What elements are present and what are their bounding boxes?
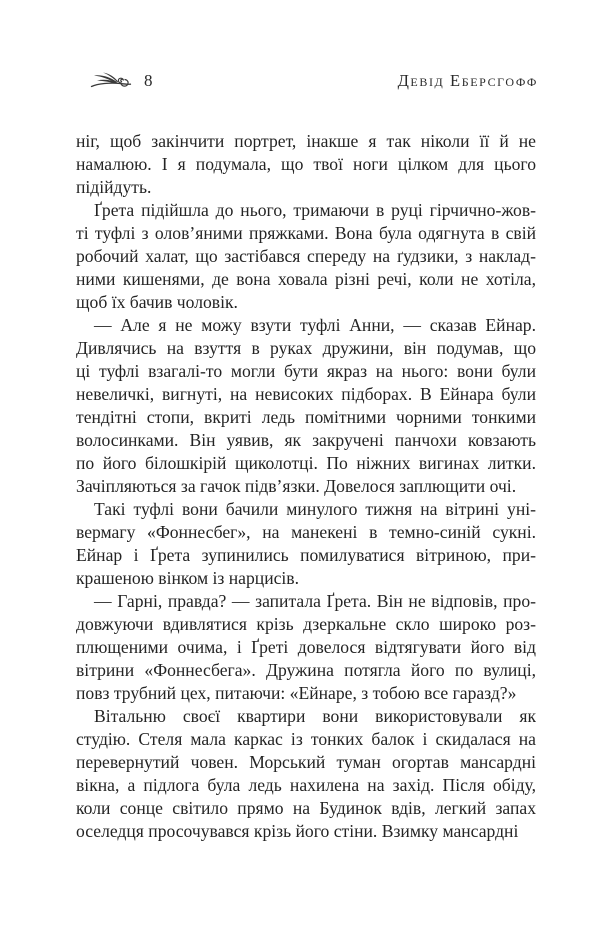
- text-line: ними кишенями, де вона ховала різні речі, коли не хотіла,: [76, 269, 536, 289]
- text-line: волосинками. Він уявив, як закручені панчохи ковзають: [76, 430, 536, 450]
- paragraph: [76, 498, 536, 590]
- text-line: Ейнар і Ґрета зупинились помилуватися вітриною, при-: [76, 545, 536, 565]
- body-text-block: [76, 130, 536, 843]
- text-line: щоб їх бачив чоловік.: [76, 292, 238, 312]
- running-author: Девід Еберсгофф: [397, 71, 538, 90]
- text-line: довжуючи вдивлятися крізь дзеркальне скло широко роз-: [76, 614, 536, 634]
- leaf-flourish-icon: [90, 71, 132, 91]
- text-line: вікна, а підлога була ледь нахилена на захід. Після обіду,: [76, 775, 536, 795]
- paragraph: [76, 590, 536, 705]
- text-line: перевернутий човен. Морський туман огортав мансардні: [76, 752, 536, 772]
- text-line: Ґрета підійшла до нього, тримаючи в руці гірчично-жов-: [94, 200, 536, 220]
- text-line: ці туфлі взагалі-то могли бути якраз на нього: вони були: [76, 361, 536, 381]
- header-left-group: [76, 71, 153, 91]
- text-line: — Але я не можу взути туфлі Анни, — сказав Ейнар.: [94, 315, 536, 335]
- paragraph: [76, 705, 536, 843]
- text-line: невеличкі, вигнуті, на невисоких підборах. В Ейнара були: [76, 384, 536, 404]
- paragraph: [76, 130, 536, 199]
- text-line: вітрини «Фоннесбега». Дружина потягла його по вулиці,: [76, 660, 536, 680]
- text-line: по його білошкірій щиколотці. По ніжних вигинах литки.: [76, 453, 536, 473]
- text-line: вермагу «Фоннесбег», на манекені в темно-синій сукні.: [76, 522, 536, 542]
- running-header: [76, 68, 538, 94]
- text-line: підійдуть.: [76, 177, 152, 197]
- text-line: оселедця просочувався крізь його стіни. Взимку мансардні: [76, 821, 519, 841]
- text-line: — Гарні, правда? — запитала Ґрета. Він не відповів, про-: [94, 591, 536, 611]
- text-line: плющеними очима, і Ґреті довелося відтягувати його від: [76, 637, 536, 657]
- text-line: тендітні стопи, вкриті ледь помітними чорними тонкими: [76, 407, 536, 427]
- text-line: студію. Стеля мала каркас із тонких балок і скидалася на: [76, 729, 536, 749]
- text-line: робочий халат, що застібався спереду на ґудзики, з наклад-: [76, 246, 536, 266]
- paragraph: [76, 199, 536, 314]
- text-line: намалюю. І я подумала, що твої ноги цілком для цього: [76, 154, 536, 174]
- text-line: ті туфлі з олов’яними пряжками. Вона була одягнута в свій: [76, 223, 536, 243]
- text-line: коли сонце світило прямо на Будинок вдів, легкий запах: [76, 798, 536, 818]
- text-line: Вітальню своєї квартири вони використовували як: [94, 706, 536, 726]
- text-line: Дивлячись на взуття в руках дружини, він подумав, що: [76, 338, 536, 358]
- paragraph: [76, 314, 536, 498]
- text-line: Такі туфлі вони бачили минулого тижня на вітрині уні-: [94, 499, 536, 519]
- page-number: 8: [144, 71, 153, 90]
- text-line: Зачіпляються за гачок підв’язки. Довелося заплющити очі.: [76, 476, 517, 496]
- text-line: ніг, щоб закінчити портрет, інакше я так ніколи її й не: [76, 131, 536, 151]
- text-line: повз трубний цех, питаючи: «Ейнаре, з тобою все гаразд?»: [76, 683, 517, 703]
- text-line: крашеною вінком із нарцисів.: [76, 568, 300, 588]
